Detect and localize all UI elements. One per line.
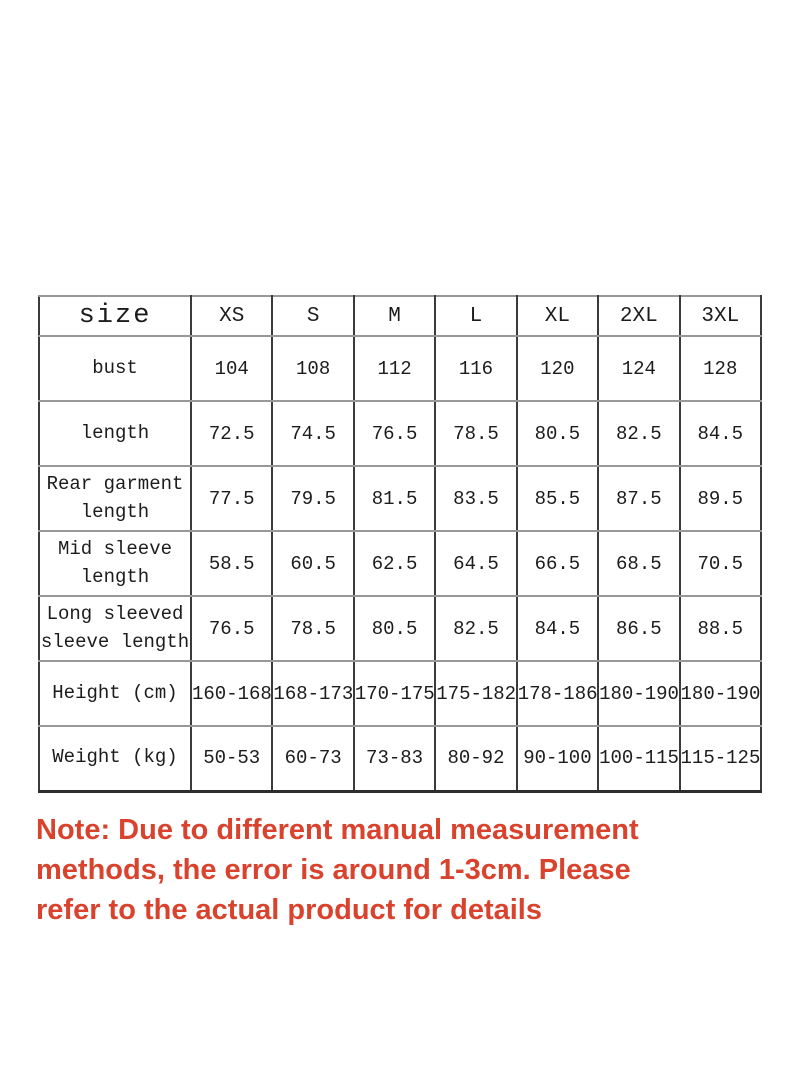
measurement-value-cell: 78.5 bbox=[272, 596, 353, 661]
measurement-value-cell: 77.5 bbox=[191, 466, 272, 531]
size-corner-cell: size bbox=[39, 296, 191, 336]
table-row bbox=[39, 401, 761, 466]
measurement-value-cell: 83.5 bbox=[435, 466, 516, 531]
size-column-header: XS bbox=[191, 296, 272, 336]
measurement-value-cell: 112 bbox=[354, 336, 435, 401]
measurement-value-cell: 108 bbox=[272, 336, 353, 401]
table-body bbox=[39, 336, 761, 791]
measurement-value-cell: 89.5 bbox=[680, 466, 761, 531]
measurement-value-cell: 58.5 bbox=[191, 531, 272, 596]
measurement-value-cell: 168-173 bbox=[272, 661, 353, 726]
measurement-value-cell: 100-115 bbox=[598, 726, 679, 791]
measurement-value-cell: 79.5 bbox=[272, 466, 353, 531]
measurement-value-cell: 170-175 bbox=[354, 661, 435, 726]
measurement-value-cell: 128 bbox=[680, 336, 761, 401]
measurement-value-cell: 80.5 bbox=[354, 596, 435, 661]
measurement-value-cell: 64.5 bbox=[435, 531, 516, 596]
measurement-value-cell: 115-125 bbox=[680, 726, 761, 791]
measurement-value-cell: 80.5 bbox=[517, 401, 598, 466]
note-line: Note: Due to different manual measurement bbox=[36, 814, 639, 846]
table-row bbox=[39, 596, 761, 661]
measurement-value-cell: 86.5 bbox=[598, 596, 679, 661]
row-label-cell: Mid sleeve length bbox=[39, 531, 191, 596]
measurement-value-cell: 82.5 bbox=[598, 401, 679, 466]
measurement-value-cell: 74.5 bbox=[272, 401, 353, 466]
measurement-value-cell: 124 bbox=[598, 336, 679, 401]
measurement-value-cell: 70.5 bbox=[680, 531, 761, 596]
size-chart-table bbox=[38, 295, 762, 793]
measurement-value-cell: 85.5 bbox=[517, 466, 598, 531]
measurement-value-cell: 81.5 bbox=[354, 466, 435, 531]
measurement-value-cell: 76.5 bbox=[354, 401, 435, 466]
size-column-header: S bbox=[272, 296, 353, 336]
measurement-value-cell: 90-100 bbox=[517, 726, 598, 791]
measurement-value-cell: 80-92 bbox=[435, 726, 516, 791]
measurement-value-cell: 76.5 bbox=[191, 596, 272, 661]
row-label-cell: Weight (kg) bbox=[39, 726, 191, 791]
measurement-value-cell: 73-83 bbox=[354, 726, 435, 791]
size-column-header: XL bbox=[517, 296, 598, 336]
measurement-value-cell: 78.5 bbox=[435, 401, 516, 466]
row-label-cell: length bbox=[39, 401, 191, 466]
measurement-value-cell: 87.5 bbox=[598, 466, 679, 531]
size-column-header: 3XL bbox=[680, 296, 761, 336]
measurement-value-cell: 160-168 bbox=[191, 661, 272, 726]
measurement-note bbox=[36, 810, 766, 930]
measurement-value-cell: 68.5 bbox=[598, 531, 679, 596]
measurement-value-cell: 88.5 bbox=[680, 596, 761, 661]
table-row bbox=[39, 661, 761, 726]
measurement-value-cell: 60-73 bbox=[272, 726, 353, 791]
measurement-value-cell: 50-53 bbox=[191, 726, 272, 791]
measurement-value-cell: 62.5 bbox=[354, 531, 435, 596]
measurement-value-cell: 72.5 bbox=[191, 401, 272, 466]
row-label-cell: Rear garment length bbox=[39, 466, 191, 531]
table-row bbox=[39, 531, 761, 596]
table-row bbox=[39, 726, 761, 791]
table-header-row bbox=[39, 296, 761, 336]
table-row bbox=[39, 466, 761, 531]
measurement-value-cell: 84.5 bbox=[680, 401, 761, 466]
measurement-value-cell: 120 bbox=[517, 336, 598, 401]
measurement-value-cell: 82.5 bbox=[435, 596, 516, 661]
size-column-header: L bbox=[435, 296, 516, 336]
measurement-value-cell: 104 bbox=[191, 336, 272, 401]
measurement-value-cell: 84.5 bbox=[517, 596, 598, 661]
row-label-cell: bust bbox=[39, 336, 191, 401]
measurement-value-cell: 116 bbox=[435, 336, 516, 401]
note-line: refer to the actual product for details bbox=[36, 894, 542, 926]
row-label-cell: Height (cm) bbox=[39, 661, 191, 726]
table-row bbox=[39, 336, 761, 401]
measurement-value-cell: 178-186 bbox=[517, 661, 598, 726]
size-column-header: M bbox=[354, 296, 435, 336]
measurement-value-cell: 66.5 bbox=[517, 531, 598, 596]
measurement-value-cell: 180-190 bbox=[598, 661, 679, 726]
measurement-value-cell: 175-182 bbox=[435, 661, 516, 726]
measurement-value-cell: 180-190 bbox=[680, 661, 761, 726]
size-column-header: 2XL bbox=[598, 296, 679, 336]
measurement-value-cell: 60.5 bbox=[272, 531, 353, 596]
row-label-cell: Long sleeved sleeve length bbox=[39, 596, 191, 661]
note-line: methods, the error is around 1-3cm. Please bbox=[36, 854, 631, 886]
